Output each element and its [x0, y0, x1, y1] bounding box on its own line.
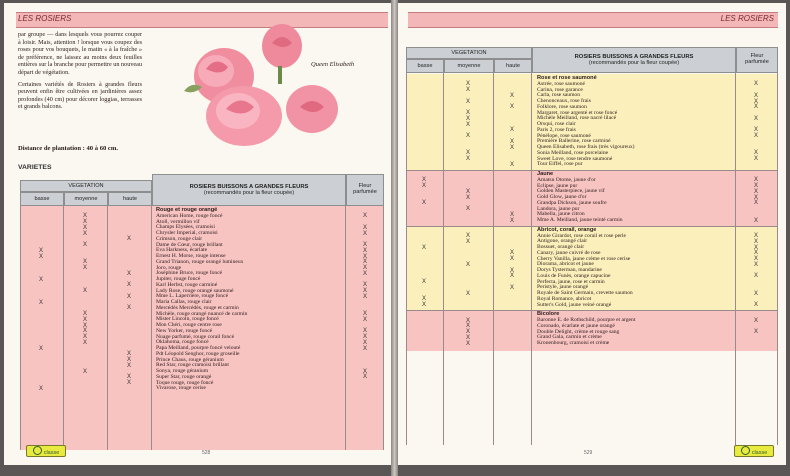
- variety-name: Royale de Saint Germain, crevette saumon: [537, 290, 633, 296]
- variety-name: Gold Glow, jaune d'or: [537, 194, 587, 200]
- vegetation-mark: X: [510, 138, 515, 145]
- fragrant-mark: X: [754, 81, 759, 88]
- col-moyenne-header: moyenne: [64, 192, 108, 206]
- variety-name: Dorys Tysterman, mandarine: [537, 267, 602, 273]
- fragrant-mark: X: [754, 233, 759, 239]
- vegetation-mark: X: [83, 265, 88, 271]
- fragrant-mark: X: [363, 328, 368, 335]
- rose-bloom: [286, 85, 338, 133]
- col-haute-header: haute: [108, 192, 152, 206]
- fragrant-mark: X: [754, 92, 759, 99]
- variety-name: Queen Elisabeth, rose frais (très vigoureux): [537, 144, 635, 150]
- fragrant-header: [346, 174, 384, 206]
- variety-name: Astrée, rose saumoné: [537, 80, 585, 87]
- variety-name: Tour Eiffel, rose pur: [537, 161, 583, 168]
- fragrant-header-l1: Fleur: [358, 183, 372, 189]
- col-haute: [108, 206, 152, 450]
- variety-name: Grandpa Dickson, jaune soufre: [537, 199, 607, 206]
- variety-name: Grand Trianon, rouge orangé lumineux: [156, 258, 244, 265]
- vegetation-mark: X: [39, 345, 44, 352]
- vegetation-mark: X: [466, 261, 471, 268]
- fragrant-mark: X: [363, 316, 368, 323]
- vegetation-mark: X: [466, 340, 471, 347]
- variety-name: Jupiter, rouge foncé: [156, 276, 201, 282]
- variety-name: Mister Lincoln, rouge foncé: [156, 316, 219, 323]
- fragrant-header-l2: parfumée: [353, 189, 377, 195]
- variety-name: Louis de Funès, orange capucine: [537, 272, 611, 279]
- col-haute-header: haute: [494, 59, 532, 73]
- variety-name: Canary, jaune cuivré de rose: [537, 249, 601, 256]
- variety-name: Joro, rouge: [156, 264, 182, 271]
- fragrant-mark: X: [363, 224, 368, 231]
- vegetation-mark: X: [83, 328, 88, 335]
- fragrant-mark: X: [754, 256, 759, 262]
- fragrant-mark: X: [363, 334, 368, 340]
- page-number-left: 528: [202, 450, 211, 456]
- vegetation-mark: X: [83, 368, 88, 375]
- variety-name: Margaret, rose argenté et rose foncé: [537, 109, 618, 116]
- fragrant-header: [736, 47, 778, 73]
- col-basse-header: basse: [20, 192, 64, 206]
- variety-name: Mercédès Mercédès, rouge et carmin: [156, 304, 239, 311]
- fragrant-mark: X: [363, 247, 368, 254]
- group-title: Rose et rose saumoné: [537, 75, 597, 81]
- fragrant-mark: X: [754, 98, 759, 105]
- fragrant-mark: X: [363, 374, 368, 381]
- vegetation-mark: X: [510, 92, 515, 99]
- logo-text-right: classe: [751, 450, 768, 456]
- variety-name: Nuage parfumé, rouge corail foncé: [156, 333, 235, 340]
- col-moyenne-header: moyenne: [444, 59, 494, 73]
- fragrant-mark: X: [754, 188, 759, 195]
- vegetation-mark: X: [510, 211, 515, 218]
- variety-name: Toque rouge, rouge foncé: [156, 379, 214, 386]
- variety-name: Royal Romance, abricot: [537, 295, 592, 302]
- fragrant-mark: X: [363, 293, 368, 300]
- variety-name: Atoll, vermillon vif: [156, 218, 200, 225]
- vegetation-mark: X: [83, 334, 88, 340]
- fragrant-mark: X: [754, 261, 759, 268]
- running-header-left-text: LES ROSIERS: [18, 14, 72, 23]
- vegetation-mark: X: [127, 293, 132, 300]
- fragrant-mark: X: [754, 104, 759, 111]
- title-header-sub: (recommandés pour la fleur coupée): [203, 190, 295, 196]
- variety-name: Oklahoma, rouge foncé: [156, 339, 209, 346]
- running-header-right-text: LES ROSIERS: [720, 14, 774, 23]
- variety-name: Pénélope, rose saumoné: [537, 132, 591, 139]
- vegetation-mark: X: [39, 247, 44, 254]
- vegetation-mark: X: [466, 334, 471, 341]
- vegetation-mark: X: [422, 200, 427, 207]
- vegetation-mark: X: [466, 323, 471, 330]
- col-basse: [406, 73, 444, 445]
- vegetation-mark: X: [127, 374, 132, 381]
- vegetation-mark: X: [466, 98, 471, 105]
- intro-text: [18, 31, 142, 115]
- vegetation-mark: X: [422, 302, 427, 308]
- varieties-table-right: [406, 47, 778, 445]
- variety-name: Amatsu Otome, jaune d'or: [537, 176, 596, 183]
- variety-name: New Yorker, rouge foncé: [156, 327, 213, 334]
- vegetation-mark: X: [466, 194, 471, 201]
- variety-name: Karl Herbst, rouge carminé: [156, 281, 218, 288]
- vegetation-mark: X: [83, 259, 88, 266]
- variety-name: Première Ballerine, rose carminé: [537, 138, 611, 145]
- variety-name: Dame de Cœur, rouge brillant: [156, 241, 223, 248]
- vegetation-mark: X: [466, 121, 471, 128]
- variety-name: Peristyle, jaune orangé: [537, 284, 589, 291]
- vegetation-mark: X: [510, 273, 515, 280]
- fragrant-mark: X: [754, 317, 759, 324]
- right-page: [398, 3, 786, 465]
- fragrant-header-l1: Fleur: [750, 53, 764, 59]
- vegetation-mark: X: [466, 81, 471, 88]
- variety-name: Chrysler Imperial, cramoisi: [156, 230, 218, 236]
- variety-name: Michèle Meilland, rose nacré lilacé: [537, 115, 617, 122]
- variety-name: Cherry Vanilla, jaune crème et rose cerise: [537, 255, 631, 262]
- vegetation-mark: X: [466, 317, 471, 324]
- fragrant-mark: X: [754, 194, 759, 201]
- page-number-right: 529: [584, 450, 593, 456]
- variety-name: Perfecta, jaune, rose et carmin: [537, 278, 605, 285]
- vegetation-mark: X: [127, 357, 132, 363]
- vegetation-mark: X: [466, 290, 471, 297]
- title-header-main: ROSIERS BUISSONS A GRANDES FLEURS: [574, 54, 694, 60]
- vegetation-mark: X: [83, 224, 88, 231]
- variety-name: Eclipse, jaune pur: [537, 182, 578, 189]
- variety-name: American Home, rouge foncé: [156, 212, 223, 219]
- fragrant-mark: X: [754, 250, 759, 257]
- fragrant-mark: X: [363, 288, 368, 294]
- variety-name: Annie Girardot, rose corail et rose perle: [537, 232, 626, 239]
- vegetation-mark: X: [422, 244, 427, 251]
- col-moyenne: [444, 73, 494, 445]
- fragrant-mark: X: [754, 273, 759, 280]
- fragrant-mark: X: [754, 302, 759, 308]
- vegetation-mark: X: [510, 256, 515, 262]
- vegetation-mark: X: [422, 279, 427, 285]
- fragrant-mark: X: [754, 329, 759, 335]
- fragrant-mark: X: [363, 253, 368, 260]
- vegetation-mark: X: [83, 316, 88, 323]
- vegetation-mark: X: [466, 150, 471, 157]
- vegetation-mark: X: [466, 233, 471, 239]
- title-header-sub: (recommandés pour la fleur coupée): [588, 60, 680, 66]
- vegetation-mark: X: [466, 133, 471, 139]
- variety-name: Michèle, rouge orangé nuancé de carmin: [156, 310, 248, 317]
- variety-name: Mme L. Laperrière, rouge foncé: [156, 293, 229, 300]
- variety-name: Mabella, jaune citron: [537, 211, 585, 218]
- variety-name: Prince Chaus, rouge géranium: [156, 356, 224, 363]
- vegetation-mark: X: [127, 270, 132, 277]
- fragrant-mark: X: [363, 345, 368, 352]
- variety-name: Diorama, abricot et jaune: [537, 261, 594, 268]
- variety-name: Golden Masterpiece, jaune vif: [537, 188, 605, 195]
- fragrant-mark: X: [363, 339, 368, 346]
- vegetation-mark: X: [466, 206, 471, 212]
- title-header-main: ROSIERS BUISSONS A GRANDES FLEURS: [189, 184, 309, 190]
- vegetation-mark: X: [83, 322, 88, 329]
- title-header: [152, 174, 346, 206]
- vegetation-mark: X: [83, 242, 88, 248]
- vegetation-mark: X: [83, 219, 88, 225]
- variety-name: Mon Chéri, rouge centre rose: [156, 322, 222, 328]
- variety-name: Carla, rose saumon: [537, 92, 581, 99]
- vegetation-mark: X: [127, 282, 132, 289]
- variety-name: Joséphine Bruce, rouge foncé: [156, 270, 223, 277]
- fragrant-mark: X: [754, 238, 759, 245]
- variety-name: Pdt Léopold Senghor, rouge groseille: [156, 350, 240, 357]
- fragrant-mark: X: [363, 270, 368, 277]
- vegetation-mark: X: [422, 296, 427, 303]
- fragrant-mark: X: [363, 311, 368, 317]
- vegetation-mark: X: [39, 276, 44, 283]
- variety-name: Mme A. Meilland, jaune teinté carmin: [537, 217, 623, 223]
- vegetation-mark: X: [510, 127, 515, 134]
- variety-name: Papa Meilland, pourpre foncé velouté: [156, 345, 241, 351]
- vegetation-mark: X: [83, 339, 88, 346]
- fragrant-mark: X: [363, 242, 368, 248]
- fragrant-mark: X: [363, 213, 368, 220]
- vegetation-mark: X: [39, 385, 44, 392]
- group-title: Abricot, corail, orange: [537, 226, 597, 233]
- vegetation-mark: X: [510, 104, 515, 111]
- vegetation-mark: X: [422, 183, 427, 189]
- vegetation-mark: X: [83, 230, 88, 237]
- fragrant-mark: X: [754, 183, 759, 189]
- vegetation-mark: X: [127, 380, 132, 386]
- variety-name: Super Star, rouge orangé: [156, 373, 212, 380]
- intro-paragraph: Certaines variétés de Rosiers à grandes fleurs peuvent enfin être cultivées en jardinières assez profondes (40 cm) pour décorer loggias, terrasses et grands balcons.: [18, 80, 142, 111]
- vegetation-mark: X: [510, 284, 515, 291]
- variety-name: Landora, jaune pur: [537, 205, 580, 212]
- variety-name: Sonia Meilland, rose porcelaine: [537, 149, 609, 156]
- fragrant-mark: X: [363, 230, 368, 237]
- vegetation-mark: X: [466, 115, 471, 122]
- fragrant-mark: X: [754, 244, 759, 251]
- vegetation-mark: X: [466, 238, 471, 245]
- variety-name: Double Delight, crème et rouge sang: [537, 328, 620, 335]
- group-title: Bicolore: [537, 311, 560, 318]
- variety-name: Crimson, rouge clair: [156, 235, 203, 242]
- rose-photo: [154, 21, 364, 149]
- variety-name: Baronne E. de Rothschild, pourpre et argent: [537, 317, 636, 323]
- rose-bloom: [206, 86, 282, 146]
- col-basse-header: basse: [406, 59, 444, 73]
- variety-name: Sutter's Gold, jaune veiné orangé: [537, 301, 612, 308]
- fragrant-mark: X: [754, 200, 759, 207]
- vegetation-mark: X: [466, 188, 471, 195]
- vegetation-mark: X: [127, 351, 132, 358]
- variety-name: Sweet Love, rose tendre saumoné: [537, 155, 613, 162]
- col-basse: [20, 206, 64, 450]
- fragrant-mark: X: [754, 150, 759, 157]
- varieties-heading: VARIETES: [18, 164, 52, 171]
- variety-name: Sonya, rouge géranium: [156, 368, 209, 374]
- fragrant-mark: X: [754, 127, 759, 134]
- variety-name: Vivarose, rouge cerise: [156, 385, 206, 392]
- vegetation-header: VEGETATION: [20, 180, 152, 192]
- vegetation-mark: X: [39, 253, 44, 260]
- vegetation-mark: X: [39, 299, 44, 306]
- group-title: Jaune: [537, 171, 554, 177]
- fragrant-header-l2: parfumée: [745, 59, 769, 65]
- vegetation-mark: X: [466, 110, 471, 116]
- logo-circle-icon: [741, 446, 750, 455]
- variety-name: Ernest H. Morse, rouge intense: [156, 253, 226, 259]
- vegetation-header: VEGETATION: [406, 47, 532, 59]
- variety-name: Grand Gala, carmin et crème: [537, 334, 602, 341]
- vegetation-mark: X: [510, 217, 515, 224]
- fragrant-mark: X: [754, 290, 759, 297]
- vegetation-mark: X: [422, 177, 427, 184]
- vegetation-mark: X: [127, 362, 132, 369]
- variety-name: Lady Rose, rouge orangé saumoné: [156, 287, 234, 294]
- title-header: [532, 47, 736, 73]
- rose-bloom: [262, 24, 302, 84]
- vegetation-mark: X: [127, 305, 132, 312]
- intro-paragraph: par groupe — dans lesquels vous pourrez couper à loisir. Mais, attention ! lorsque vous coupez des roses pour vos bouquets, le matin « à la fraîche » de préférence, ne laissez au moins deux feuilles entières sur la branche pour permettre un nouveau départ de végétation.: [18, 31, 142, 76]
- logo-circle-icon: [33, 446, 42, 455]
- vegetation-mark: X: [510, 250, 515, 257]
- logo-text-left: classe: [43, 450, 60, 456]
- running-header-right: [408, 12, 778, 28]
- vegetation-mark: X: [510, 267, 515, 274]
- vegetation-mark: X: [510, 161, 515, 168]
- variety-name: Coronado, écarlate et jaune orangé: [537, 322, 615, 329]
- group-title: Rouge et rouge orangé: [156, 207, 218, 213]
- variety-name: Orsqui, rose clair: [537, 121, 576, 127]
- photo-caption: Queen Elisabeth: [311, 61, 355, 68]
- variety-name: Bossuet, orangé clair: [537, 244, 585, 250]
- book-gutter: [391, 0, 398, 476]
- variety-name: Folklore, rose saumon: [537, 103, 587, 110]
- fragrant-mark: X: [754, 133, 759, 139]
- left-page: [4, 3, 391, 465]
- fragrant-mark: X: [754, 156, 759, 162]
- vegetation-mark: X: [83, 311, 88, 317]
- varieties-table-left: [20, 174, 384, 450]
- vegetation-mark: X: [83, 288, 88, 294]
- fragrant-mark: X: [363, 282, 368, 289]
- variety-name: Kronenbourg, cramoisi et crème: [537, 340, 610, 346]
- vegetation-mark: X: [466, 329, 471, 335]
- fragrant-mark: X: [363, 368, 368, 375]
- variety-name: Red Star, rouge cramoisi brillant: [156, 362, 229, 369]
- vegetation-mark: X: [510, 144, 515, 151]
- variety-name: Chenonceaux, rose frais: [537, 98, 591, 104]
- variety-name: Champs Elysées, cramoisi: [156, 224, 215, 231]
- fragrant-mark: X: [754, 217, 759, 224]
- vegetation-mark: X: [466, 87, 471, 93]
- fragrant-mark: X: [754, 115, 759, 122]
- variety-name: Carina, rose garance: [537, 86, 583, 93]
- vegetation-mark: X: [83, 213, 88, 220]
- planting-distance: Distance de plantation : 40 à 60 cm.: [18, 145, 119, 152]
- fragrant-mark: X: [363, 259, 368, 266]
- fragrant-mark: X: [363, 265, 368, 271]
- publisher-logo-right: [734, 445, 774, 457]
- publisher-logo-left: [26, 445, 66, 457]
- variety-name: Eva Harkness, écarlate: [156, 247, 208, 254]
- variety-name: Paris 2, rose frais: [537, 126, 576, 133]
- fragrant-mark: X: [754, 177, 759, 184]
- vegetation-mark: X: [127, 236, 132, 243]
- variety-name: Antigone, orangé clair: [537, 238, 588, 245]
- variety-name: Maria Callas, rouge clair: [156, 299, 212, 305]
- vegetation-mark: X: [466, 156, 471, 162]
